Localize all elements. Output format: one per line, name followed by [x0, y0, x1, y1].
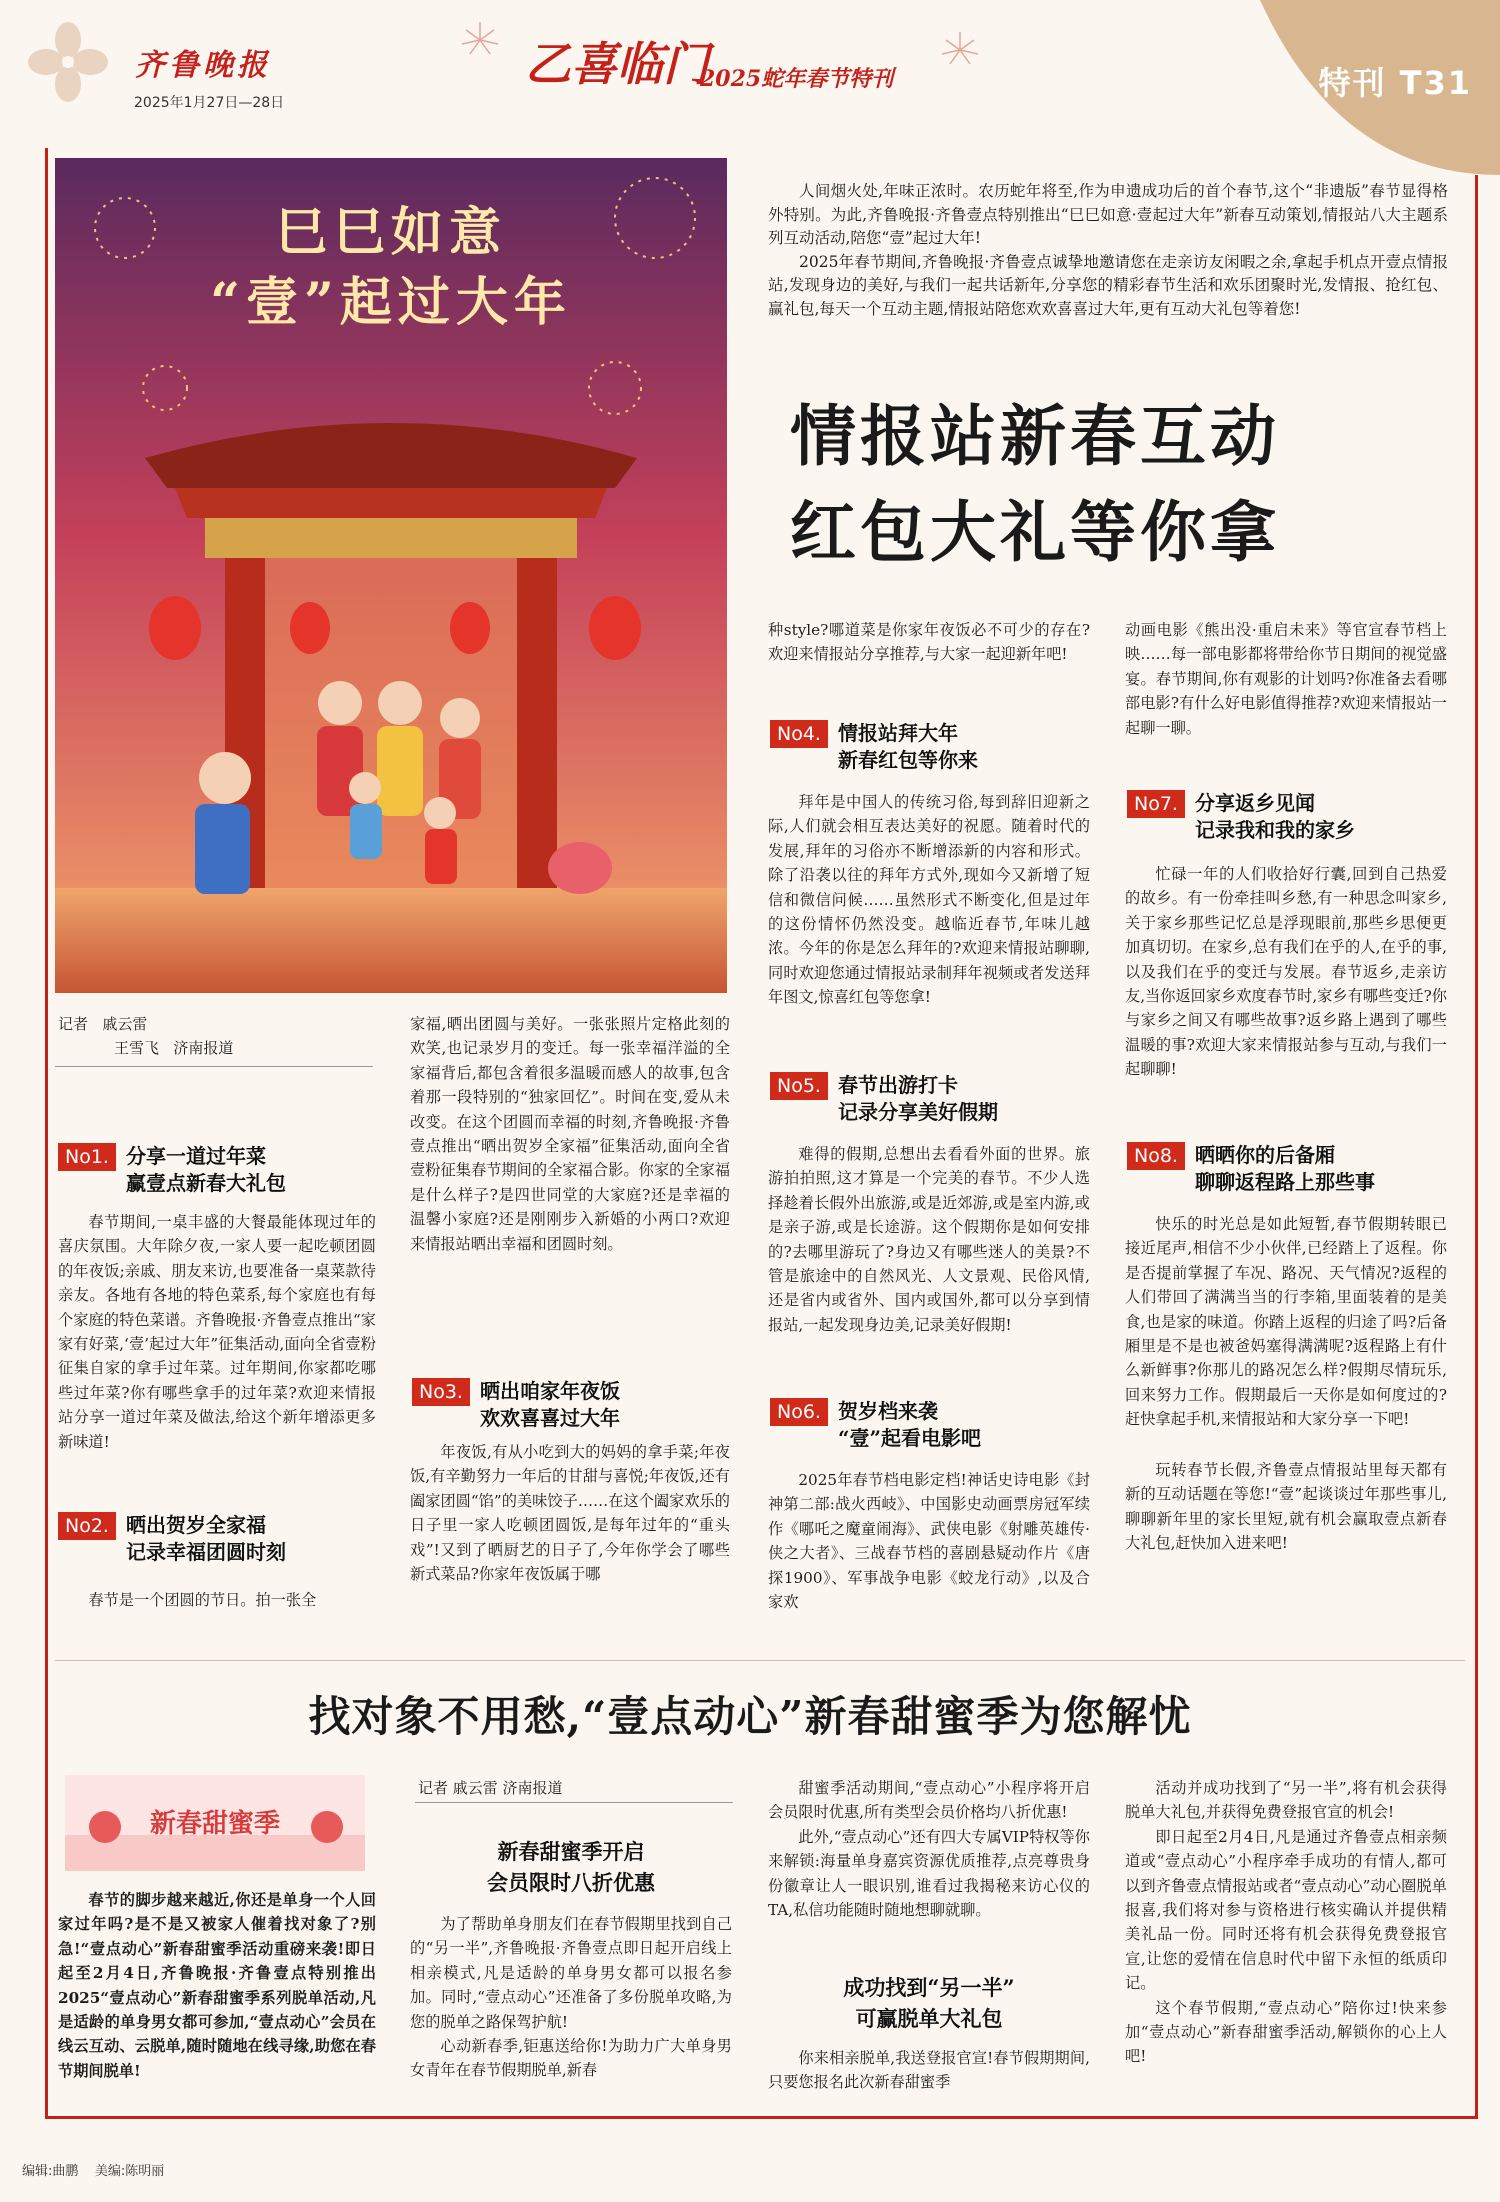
section-title-line: 记录幸福团圆时刻 [125, 1540, 286, 1564]
dating-col3-text [768, 1776, 1090, 1922]
section-title-line: 记录我和我的家乡 [1194, 818, 1355, 842]
section-number-tag: No3. [412, 1378, 470, 1406]
designer-credit: 美编:陈明丽 [94, 2164, 165, 2179]
section-number-tag: No4. [770, 720, 828, 748]
hero-title-line1: 巳巳如意 [274, 202, 507, 263]
subhead-line: 可赢脱单大礼包 [855, 2006, 1003, 2031]
main-headline-line1: 情报站新春互动 [790, 397, 1280, 475]
section-no2-text: 春节是一个团圆的节日。拍一张全 [88, 1591, 317, 1609]
section-number-tag: No5. [770, 1072, 828, 1100]
divider [415, 1802, 733, 1803]
dating-col4-text [1125, 1776, 1447, 2069]
paragraph: 为了帮助单身朋友们在春节假期里找到自己的“另一半”,齐鲁晚报·齐鲁壹点即日起开启线上相亲模式,凡是适龄的单身男女都可以报名参加。同时,“壹点动心”还准备了多份脱单攻略,为您的脱单之路保驾护航! [410, 1915, 732, 2031]
section-no2-continued: 家福,晒出团圆与美好。一张张照片定格此刻的欢笑,也记录岁月的变迁。每一张幸福洋溢的全家福背后,都包含着很多温暖而感人的故事,包含着那一段特别的“独家回忆”。时间在变,爱从未改变。在这个团圆而幸福的时刻,齐鲁晚报·齐鲁壹点推出“晒出贺岁全家福”征集活动,面向全省壹粉征集春节期间的全家福合影。你家的全家福是什么样子?是四世同堂的大家庭?还是幸福的温馨小家庭?还是刚刚步入新婚的小两口?欢迎来情报站晒出幸福和团圆时刻。 [410, 1015, 730, 1253]
section-no5-heading [770, 1072, 998, 1126]
section-number-tag: No6. [770, 1398, 828, 1426]
section-no3-continued: 种style?哪道菜是你家年夜饭必不可少的存在?欢迎来情报站分享推荐,与大家一起迎新年吧! [768, 621, 1090, 664]
promo-banner [65, 1775, 365, 1871]
section-no8-heading [1127, 1142, 1375, 1196]
section-title-line: 晒晒你的后备厢 [1194, 1143, 1335, 1167]
section-no4-text: 拜年是中国人的传统习俗,每到辞旧迎新之际,人们就会相互表达美好的祝愿。随着时代的发展,拜年的习俗亦不断增添新的内容和形式。除了沿袭以往的拜年方式外,现如今又新增了短信和微信问候……虽然形式不断变化,但是过年的这份情怀仍然没变。越临近春节,年味儿越浓。今年的你是怎么拜年的?欢迎来情报站聊聊,同时欢迎您通过情报站录制拜年视频或者发送拜年图文,惊喜红包等您拿! [768, 793, 1090, 1007]
section-title-line: 晒出咱家年夜饭 [479, 1379, 620, 1403]
newspaper-name: 齐鲁晚报 [135, 48, 271, 83]
intro-paragraph: 2025年春节期间,齐鲁晚报·齐鲁壹点诚挚地邀请您在走亲访友闲暇之余,拿起手机点开壹点情报站,发现身边的美好,与我们一起共话新年,分享您的精彩春节生活和欢乐团聚时光,发情报、抢红包、赢礼包,每天一个互动主题,情报站陪您欢欢喜喜过大年,更有互动大礼包等着您! [768, 252, 1448, 318]
byline-name: 王雪飞 [114, 1039, 160, 1057]
flower-ornament-icon [28, 22, 108, 102]
section-title-line: 欢欢喜喜过大年 [479, 1406, 620, 1430]
paragraph: 这个春节假期,“壹点动心”陪你过!快来参加“壹点动心”新春甜蜜季活动,解锁你的心上人吧! [1125, 1998, 1447, 2066]
subhead-line: 新春甜蜜季开启 [497, 1839, 645, 1864]
subhead-line: 会员限时八折优惠 [487, 1870, 655, 1895]
byline-place: 济南报道 [173, 1039, 234, 1057]
frame-left [45, 148, 48, 2118]
section-title-line: 分享返乡见闻 [1194, 791, 1315, 815]
section-title-line: 记录分享美好假期 [837, 1100, 998, 1124]
byline-label: 记者 [58, 1015, 89, 1033]
paragraph: 甜蜜季活动期间,“壹点动心”小程序将开启会员限时优惠,所有类型会员价格均八折优惠! [768, 1779, 1090, 1822]
dating-col3-text-cont: 你来相亲脱单,我送登报官宣!春节假期期间,只要您报名此次新春甜蜜季 [768, 2049, 1090, 2092]
main-headline [790, 388, 1450, 580]
paragraph: 活动并成功找到了“另一半”,将有机会获得脱单大礼包,并获得免费登报官宣的机会! [1125, 1779, 1447, 1822]
section-title-line: 聊聊返程路上那些事 [1194, 1170, 1375, 1194]
banner-subtitle: 2025蛇年春节特刊 [700, 66, 894, 92]
section-number-tag: No8. [1127, 1142, 1185, 1170]
section-title-line: “壹”起看电影吧 [837, 1426, 981, 1450]
section-no2-heading [58, 1512, 286, 1566]
section-number-tag: No1. [58, 1143, 116, 1171]
byline [58, 1012, 378, 1060]
paragraph: 此外,“壹点动心”还有四大专属VIP特权等你来解锁:海量单身嘉宾资源优质推荐,点亮尊贵身份徽章让人一眼识别,谁看过我揭秘来访心仪的TA,私信功能随时随地想聊就聊。 [768, 1827, 1090, 1920]
section-no7-heading [1127, 790, 1355, 844]
dating-byline: 记者 戚云雷 济南报道 [418, 1779, 563, 1797]
section-title-line: 分享一道过年菜 [125, 1144, 266, 1168]
section-no3-text: 年夜饭,有从小吃到大的妈妈的拿手菜;年夜饭,有辛勤努力一年后的甘甜与喜悦;年夜饭,还有阖家团圆“馅”的美味饺子……在这个阖家欢乐的日子里一家人吃顿团圆饭,是每年过年的“重头戏”!又到了晒厨艺的日子了,今年你学会了哪些新式菜品?你家年夜饭属于哪 [410, 1443, 730, 1584]
section-no3-heading [412, 1378, 620, 1432]
dating-col1-text: 春节的脚步越来越近,你还是单身一个人回家过年吗?是不是又被家人催着找对象了?别急!“壹点动心”新春甜蜜季活动重磅来袭!即日起至2月4日,齐鲁晚报·齐鲁壹点特别推出2025“壹点动心”新春甜蜜季系列脱单活动,凡是适龄的单身男女都可参加,“壹点动心”会员在线云互动、云脱单,随时随地在线寻缘,助您在春节期间脱单! [58, 1891, 376, 2080]
section-no5-text: 难得的假期,总想出去看看外面的世界。旅游拍拍照,这才算是一个完美的春节。不少人选择趁着长假外出旅游,或是近郊游,或是室内游,或是亲子游,或是长途游。这个假期你是如何安排的?去哪里游玩了?身边又有哪些迷人的美景?不管是旅途中的自然风光、人文景观、民俗风情,还是省内或省外、国内或国外,都可以分享到情报站,一起发现身边美,记录美好假期! [768, 1145, 1090, 1334]
dating-col2-text [410, 1912, 732, 2083]
section-title-line: 晒出贺岁全家福 [125, 1513, 266, 1537]
section-title-line: 贺岁档来袭 [837, 1399, 938, 1423]
dating-headline: 找对象不用愁,“壹点动心”新春甜蜜季为您解忧 [308, 1692, 1192, 1741]
intro-paragraph: 人间烟火处,年味正浓时。农历蛇年将至,作为申遗成功后的首个春节,这个“非遗版”春节显得格外特别。为此,齐鲁晚报·齐鲁壹点特别推出“巳巳如意·壹起过大年”新春互动策划,情报站八大主题系列互动活动,陪您“壹”起过大年! [768, 182, 1448, 247]
promo-label: 新春甜蜜季 [149, 1809, 280, 1839]
section-no4-heading [770, 720, 978, 774]
hero-title-line2: “壹”起过大年 [210, 272, 572, 333]
section-divider [55, 1660, 1465, 1661]
section-no1-text: 春节期间,一桌丰盛的大餐最能体现过年的喜庆氛围。大年除夕夜,一家人要一起吃顿团圆的年夜饭;亲戚、朋友来访,也要准备一桌菜款待亲友。各地有各地的特色菜系,每个家庭也有每个家庭的特色菜谱。齐鲁晚报·齐鲁壹点推出“家家有好菜,‘壹’起过大年”征集活动,面向全省壹粉征集自家的拿手过年菜。过年期间,你家都吃哪些过年菜?你有哪些拿手的过年菜?欢迎来情报站分享一道过年菜及做法,给这个新年增添更多新味道! [58, 1213, 376, 1451]
intro-text [768, 180, 1448, 321]
banner-title: 乙喜临门 [525, 37, 709, 91]
section-title-line: 春节出游打卡 [837, 1073, 958, 1097]
section-title-line: 情报站拜大年 [837, 721, 958, 745]
section-no1-heading [58, 1143, 286, 1197]
section-number-tag: No2. [58, 1512, 116, 1540]
paragraph: 心动新春季,钜惠送给你!为助力广大单身男女青年在春节假期脱单,新春 [410, 2037, 732, 2080]
hero-illustration [55, 158, 727, 993]
closing-text: 玩转春节长假,齐鲁壹点情报站里每天都有新的互动话题在等您!“壹”起谈谈过年那些事儿,聊聊新年里的家长里短,就有机会赢取壹点新春大礼包,赶快加入进来吧! [1125, 1461, 1447, 1553]
section-no8-text: 快乐的时光总是如此短暂,春节假期转眼已接近尾声,相信不少小伙伴,已经踏上了返程。你是否提前掌握了车况、路况、天气情况?返程的人们带回了满满当当的行李箱,里面装着的是美食,也是家的味道。你踏上返程的归途了吗?后备厢里是不是也被爸妈塞得满满呢?返程路上有什么新鲜事?你那儿的路况怎么样?假期尽情玩乐,回来努力工作。假期最后一天你是如何度过的?赶快拿起手机,来情报站和大家分享一下吧! [1125, 1215, 1447, 1429]
frame-bottom [45, 2116, 1478, 2119]
section-number-tag: No7. [1127, 790, 1185, 818]
divider [55, 1066, 373, 1067]
frame-right [1475, 175, 1478, 2118]
edition-label: 特刊 T31 [1318, 64, 1472, 102]
section-no6-continued: 动画电影《熊出没·重启未来》等官宣春节档上映……每一部电影都将带给你节日期间的视觉盛宴。春节期间,你有观影的计划吗?你准备去看哪部电影?有什么好电影值得推荐?欢迎来情报站一起聊一聊。 [1125, 621, 1447, 737]
section-no7-text: 忙碌一年的人们收拾好行囊,回到自己热爱的故乡。有一份牵挂叫乡愁,有一种思念叫家乡,关于家乡那些记忆总是浮现眼前,那些乡思便更加真切切。在家乡,总有我们在乎的人,在乎的事,以及我们在乎的变迁与发展。春节返乡,走亲访友,当你返回家乡欢度春节时,家乡有哪些变迁?你与家乡之间又有哪些故事?返乡路上遇到了哪些温暖的事?欢迎大家来情报站参与互动,与我们一起聊聊! [1125, 865, 1447, 1079]
section-title-line: 赢壹点新春大礼包 [125, 1171, 286, 1195]
section-title-line: 新春红包等你来 [837, 748, 978, 772]
footer-credits [22, 2160, 164, 2179]
hero-title [55, 198, 727, 338]
paragraph: 即日起至2月4日,凡是通过齐鲁壹点相亲频道或“壹点动心”小程序牵手成功的有情人,都可以到齐鲁壹点情报站或者“壹点动心”动心圈脱单报喜,我们将对参与资格进行核实确认并提供精美礼品一份。同时还将有机会获得免费登报官宣,让您的爱情在信息时代中留下永恒的纸质印记。 [1125, 1827, 1447, 1993]
byline-name: 戚云雷 [102, 1015, 148, 1033]
dating-subhead-2 [768, 1972, 1090, 2034]
main-headline-line2: 红包大礼等你拿 [790, 493, 1280, 571]
firework-decor-icon [440, 10, 1000, 130]
dating-subhead-1 [410, 1836, 732, 1898]
subhead-line: 成功找到“另一半” [843, 1975, 1015, 2000]
issue-date: 2025年1月27日—28日 [134, 95, 285, 111]
editor-credit: 编辑:曲鹏 [22, 2164, 79, 2179]
masthead [0, 0, 1500, 150]
section-no6-heading [770, 1398, 981, 1452]
section-no6-text: 2025年春节档电影定档!神话史诗电影《封神第二部:战火西岐》、中国影史动画票房冠军续作《哪吒之魔童闹海》、武侠电影《射雕英雄传·侠之大者》、三战春节档的喜剧悬疑动作片《唐探1900》、军事战争电影《蛟龙行动》,以及合家欢 [768, 1471, 1090, 1612]
